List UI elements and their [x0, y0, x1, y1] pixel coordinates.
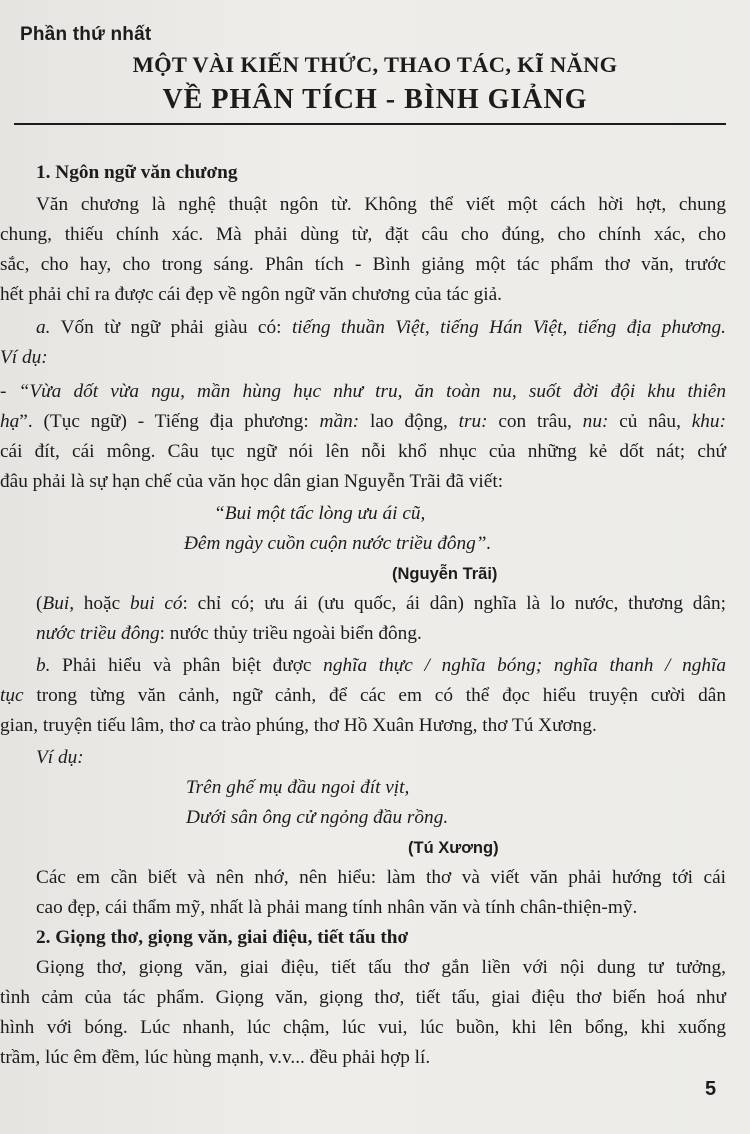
paragraph-line: hết phải chỉ ra được cái đẹp về ngôn ngữ văn chương của tác giả. — [0, 284, 502, 305]
italic-run: nu: — [582, 411, 609, 432]
text-run: trong từng văn cảnh, ngữ cảnh, để các em có thể đọc hiểu truyện cười dân — [23, 685, 726, 706]
italic-run: Trên ghế mụ đầu ngoi đít vịt, — [186, 777, 410, 798]
poem-line — [214, 504, 425, 523]
section2-heading: 2. Giọng thơ, giọng văn, giai điệu, tiết tấu thơ — [36, 927, 409, 948]
text-run: : nước thủy triều ngoài biển đông. — [159, 623, 422, 644]
part-label: Phần thứ nhất — [20, 24, 152, 45]
italic-run: Ví dụ: — [0, 347, 48, 368]
poem-line — [186, 778, 409, 797]
example-label — [0, 348, 48, 367]
italic-run: Dưới sân ông cử ngỏng đầu rồng. — [186, 807, 449, 828]
title-divider — [14, 123, 726, 125]
poem-line — [184, 534, 491, 553]
point-a-line1 — [36, 318, 726, 337]
paragraph-line: chung, thiếu chính xác. Mà phải dùng từ, đặt câu cho đúng, cho chính xác, cho — [0, 224, 726, 245]
paragraph-line: cao đẹp, cái thẩm mỹ, nhất là phải mang tính nhân văn và tính chân-thiện-mỹ. — [36, 897, 638, 918]
paragraph-line: Các em cần biết và nên nhớ, nên hiểu: làm thơ và viết văn phải hướng tới cái — [36, 867, 726, 888]
point-b-marker: b. — [36, 655, 51, 676]
text-run: : chỉ có; ưu ái (ưu quốc, ái dân) nghĩa là lo nước, thương dân; — [182, 593, 726, 614]
text-run: ( — [36, 593, 43, 614]
chapter-title-line2: VỀ PHÂN TÍCH - BÌNH GIẢNG — [162, 84, 588, 115]
paragraph-line: Văn chương là nghệ thuật ngôn từ. Không thể viết một cách hời hợt, chung — [36, 194, 726, 215]
gloss-line1 — [36, 594, 726, 613]
paragraph-line: đâu phải là sự hạn chế của văn học dân gian Nguyễn Trãi đã viết: — [0, 471, 504, 492]
point-b-line1 — [36, 656, 726, 675]
italic-run: “Vừa dốt vừa ngu, mần hùng hục như tru, ăn toàn nu, suốt đời đội khu thiên — [18, 381, 726, 402]
paragraph-line: trầm, lúc êm đềm, lúc hùng mạnh, v.v... đều phải hợp lí. — [0, 1047, 431, 1068]
paragraph-line: Giọng thơ, giọng văn, giai điệu, tiết tấu thơ gắn liền với nội dung tư tưởng, — [36, 957, 726, 978]
italic-run: “Bui một tấc lòng ưu ái cũ, — [214, 503, 426, 524]
italic-run: tru: — [458, 411, 488, 432]
paragraph-line: tình cảm của tác phẩm. Giọng văn, giọng thơ, tiết tấu, giai điệu thơ biến hoá như — [0, 987, 726, 1008]
text-run: củ nâu, — [608, 411, 692, 432]
point-b-line3: gian, truyện tiếu lâm, thơ ca trào phúng, thơ Hồ Xuân Hương, thơ Tú Xương. — [0, 715, 597, 736]
text-run: con trâu, — [487, 411, 583, 432]
proverb-line1 — [0, 382, 726, 401]
italic-run: Đêm ngày cuồn cuộn nước triều đông”. — [184, 533, 492, 554]
italic-run: khu: — [691, 411, 726, 432]
italic-run: tiếng thuần Việt, tiếng Hán Việt, tiếng địa phương. — [291, 317, 726, 338]
paragraph-line: hình với bóng. Lúc nhanh, lúc chậm, lúc vui, lúc buồn, khi lên bổng, khi xuống — [0, 1017, 726, 1038]
paragraph-line: cái đít, cái mông. Câu tục ngữ nói lên nỗi khổ nhục của những kẻ dốt nát; chứ — [0, 441, 726, 462]
example-label — [36, 748, 84, 767]
page-number: 5 — [705, 1078, 717, 1100]
italic-run: hạ — [0, 411, 20, 432]
poem-author: (Nguyễn Trãi) — [392, 565, 498, 583]
text-run: lao động, — [359, 411, 459, 432]
text-run: Vốn từ ngữ phải giàu có: — [50, 317, 292, 338]
italic-run: bui có — [129, 593, 183, 614]
text-run: hoặc — [74, 593, 130, 614]
proverb-line2 — [0, 412, 726, 431]
italic-run: Bui, — [42, 593, 75, 614]
text-run: - — [0, 381, 19, 402]
poem-line — [186, 808, 448, 827]
point-b-line2 — [0, 686, 726, 705]
italic-run: mần: — [319, 411, 360, 432]
text-run: Phải hiểu và phân biệt được — [50, 655, 324, 676]
italic-run: tục — [0, 685, 24, 706]
poem-author: (Tú Xương) — [408, 839, 499, 857]
gloss-line2 — [36, 624, 422, 643]
section1-heading: 1. Ngôn ngữ văn chương — [36, 162, 238, 183]
chapter-title-line1: MỘT VÀI KIẾN THỨC, THAO TÁC, KĨ NĂNG — [132, 52, 618, 77]
paragraph-line: sắc, cho hay, cho trong sáng. Phân tích - Bình giảng một tác phẩm thơ văn, trước — [0, 254, 726, 275]
italic-run: nước triều đông — [36, 623, 160, 644]
text-run: ”. (Tục ngữ) - Tiếng địa phương: — [19, 411, 320, 432]
point-a-marker: a. — [36, 317, 51, 338]
italic-run: Ví dụ: — [36, 747, 84, 768]
italic-run: nghĩa thực / nghĩa bóng; nghĩa thanh / nghĩa — [323, 655, 727, 676]
